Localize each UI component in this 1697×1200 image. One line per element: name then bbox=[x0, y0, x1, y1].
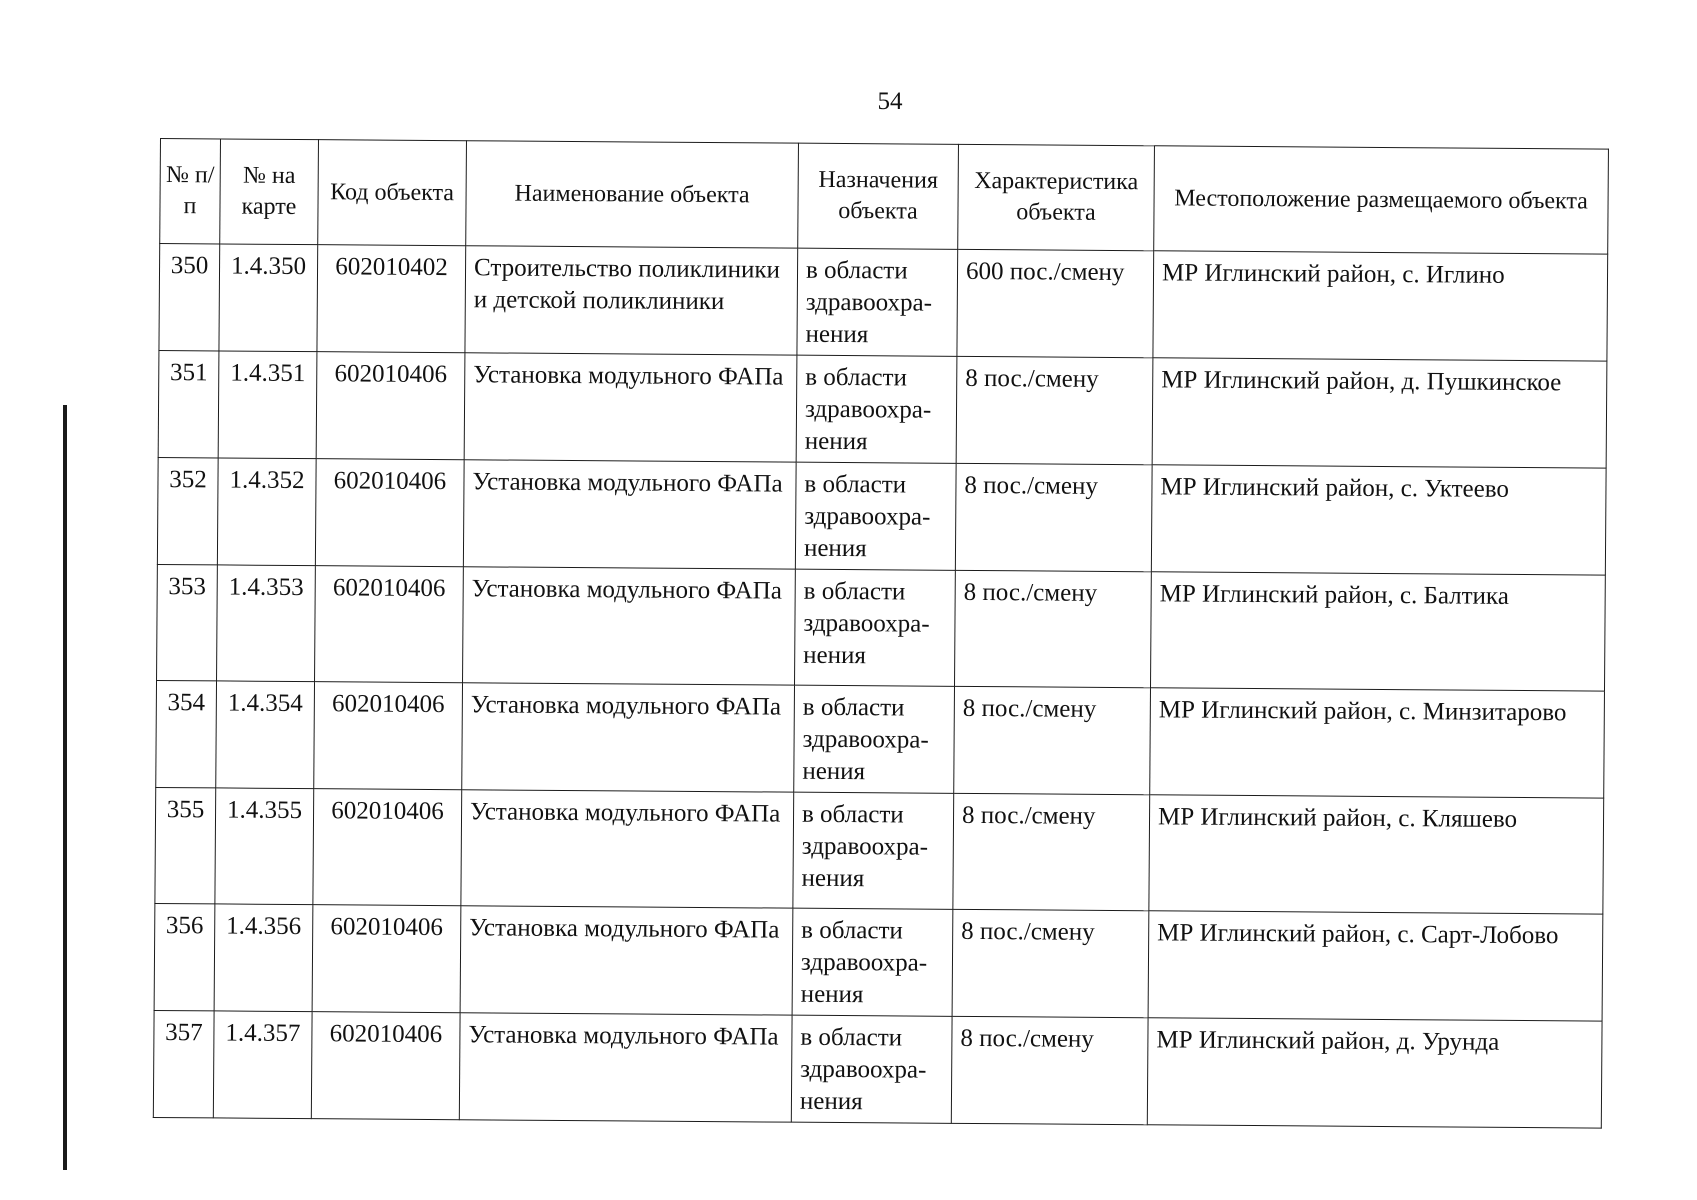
cell-name: Установка модульного ФАПа bbox=[459, 1013, 792, 1122]
cell-code: 602010402 bbox=[317, 245, 466, 353]
cell-code: 602010406 bbox=[315, 566, 464, 683]
document-sheet bbox=[153, 138, 1608, 1129]
cell-purpose: в области здравоохра-нения bbox=[792, 908, 953, 1016]
table-row bbox=[158, 350, 1607, 468]
cell-name: Установка модульного ФАПа bbox=[460, 906, 793, 1015]
cell-location: МР Иглинский район, с. Сарт-Лобово bbox=[1148, 911, 1603, 1021]
table-row bbox=[154, 903, 1603, 1021]
header-code: Код объекта bbox=[318, 140, 467, 246]
cell-purpose: в области здравоохра-нения bbox=[795, 462, 956, 570]
cell-code: 602010406 bbox=[311, 1012, 460, 1120]
header-characteristic: Характеристика объекта bbox=[958, 144, 1155, 250]
cell-location: МР Иглинский район, д. Пушкинское bbox=[1152, 358, 1607, 468]
cell-code: 602010406 bbox=[314, 682, 463, 790]
cell-num: 356 bbox=[154, 903, 215, 1010]
cell-characteristic: 8 пос./смену bbox=[953, 793, 1150, 910]
cell-num: 357 bbox=[153, 1010, 214, 1117]
cell-name: Установка модульного ФАПа bbox=[464, 353, 797, 462]
cell-num: 352 bbox=[157, 457, 218, 564]
cell-purpose: в области здравоохра-нения bbox=[795, 569, 956, 686]
cell-num: 351 bbox=[158, 350, 219, 457]
cell-num: 350 bbox=[159, 244, 220, 351]
cell-characteristic: 600 пос./смену bbox=[957, 249, 1154, 357]
cell-location: МР Иглинский район, с. Кляшево bbox=[1149, 795, 1604, 914]
cell-characteristic: 8 пос./смену bbox=[954, 686, 1151, 794]
cell-name: Строительство поликлиники и детской поликлиники bbox=[465, 246, 798, 355]
cell-location: МР Иглинский район, с. Балтика bbox=[1150, 572, 1605, 691]
table-row bbox=[156, 680, 1605, 798]
cell-characteristic: 8 пос./смену bbox=[955, 463, 1152, 571]
header-location: Местоположение размещаемого объекта bbox=[1154, 146, 1609, 254]
cell-map: 1.4.352 bbox=[217, 458, 316, 566]
header-purpose: Назначения объекта bbox=[798, 143, 959, 249]
cell-map: 1.4.353 bbox=[217, 565, 316, 682]
cell-purpose: в области здравоохра-нения bbox=[793, 792, 954, 909]
header-num: № п/п bbox=[160, 139, 221, 244]
cell-location: МР Иглинский район, д. Урунда bbox=[1147, 1018, 1602, 1128]
cell-map: 1.4.351 bbox=[218, 351, 317, 459]
cell-purpose: в области здравоохра-нения bbox=[794, 685, 955, 793]
cell-num: 354 bbox=[156, 680, 217, 787]
cell-purpose: в области здравоохра-нения bbox=[797, 248, 958, 356]
table-row bbox=[159, 244, 1608, 362]
table-row bbox=[157, 564, 1606, 691]
cell-code: 602010406 bbox=[313, 789, 462, 906]
scan-edge-line bbox=[63, 405, 67, 1170]
cell-map: 1.4.356 bbox=[214, 904, 313, 1012]
cell-num: 355 bbox=[155, 787, 216, 903]
cell-characteristic: 8 пос./смену bbox=[955, 570, 1152, 687]
cell-purpose: в области здравоохра-нения bbox=[796, 355, 957, 463]
cell-location: МР Иглинский район, с. Уктеево bbox=[1151, 465, 1606, 575]
cell-map: 1.4.355 bbox=[215, 788, 314, 905]
cell-code: 602010406 bbox=[312, 905, 461, 1013]
cell-characteristic: 8 пос./смену bbox=[952, 909, 1149, 1017]
table-header-row bbox=[160, 139, 1609, 255]
cell-map: 1.4.357 bbox=[213, 1011, 312, 1119]
table-row bbox=[153, 1010, 1602, 1128]
cell-map: 1.4.350 bbox=[219, 244, 318, 352]
objects-table bbox=[153, 138, 1609, 1129]
cell-characteristic: 8 пос./смену bbox=[951, 1016, 1148, 1124]
cell-map: 1.4.354 bbox=[216, 681, 315, 789]
page-number: 54 bbox=[877, 88, 903, 115]
cell-location: МР Иглинский район, с. Иглино bbox=[1153, 251, 1608, 361]
table-row bbox=[157, 457, 1606, 575]
header-map: № на карте bbox=[220, 139, 319, 245]
header-name: Наименование объекта bbox=[466, 141, 799, 248]
cell-characteristic: 8 пос./смену bbox=[956, 356, 1153, 464]
cell-code: 602010406 bbox=[315, 459, 464, 567]
cell-name: Установка модульного ФАПа bbox=[463, 460, 796, 569]
cell-name: Установка модульного ФАПа bbox=[462, 683, 795, 792]
cell-purpose: в области здравоохра-нения bbox=[791, 1015, 952, 1123]
cell-location: МР Иглинский район, с. Минзитарово bbox=[1150, 688, 1605, 798]
cell-name: Установка модульного ФАПа bbox=[463, 567, 796, 685]
cell-name: Установка модульного ФАПа bbox=[461, 790, 794, 908]
table-row bbox=[155, 787, 1604, 914]
cell-code: 602010406 bbox=[316, 352, 465, 460]
cell-num: 353 bbox=[157, 564, 218, 680]
